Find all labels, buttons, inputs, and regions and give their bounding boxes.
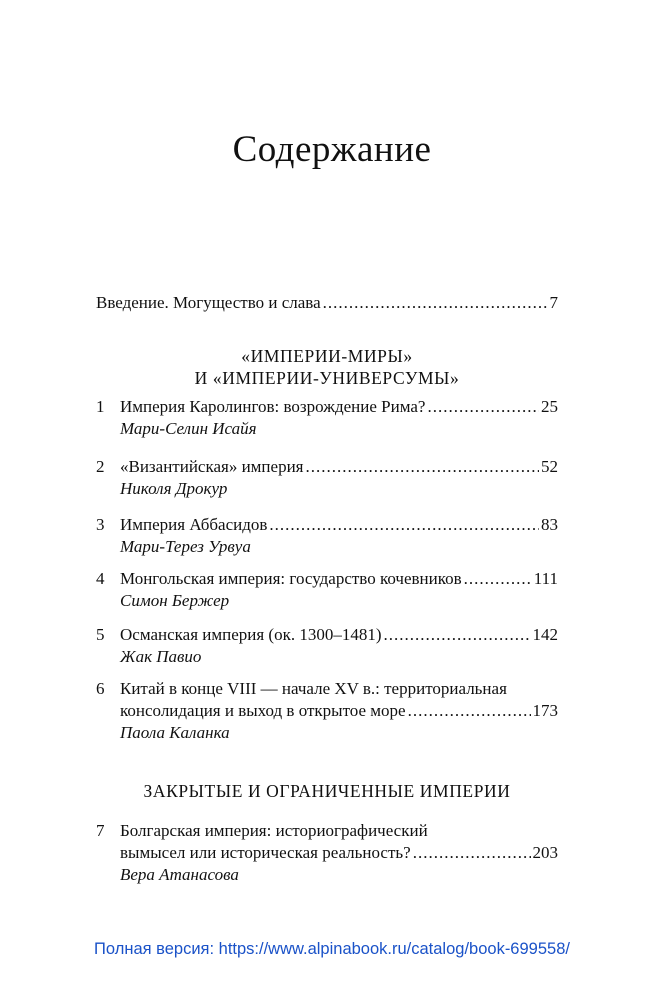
toc-entry-author: Симон Бержер <box>120 591 230 610</box>
toc-page-number: 203 <box>532 843 558 862</box>
toc-entry-author: Паола Каланка <box>120 723 230 742</box>
toc-page-number: 52 <box>541 457 558 476</box>
toc-entry[interactable] <box>96 396 558 440</box>
toc-entry[interactable] <box>96 514 558 558</box>
dot-leader <box>269 514 539 536</box>
toc-entry[interactable] <box>96 624 558 668</box>
toc-entry-number: 1 <box>96 397 105 416</box>
toc-entry-number: 2 <box>96 457 105 476</box>
dot-leader <box>408 700 531 722</box>
section-heading-line: И «ИМПЕРИИ-УНИВЕРСУМЫ» <box>194 368 460 388</box>
dot-leader <box>323 292 548 314</box>
toc-entry-title: Империя Каролингов: возрождение Рима? <box>120 397 426 416</box>
toc-entry-number: 3 <box>96 515 105 534</box>
page-title: Содержание <box>232 129 432 170</box>
dot-leader <box>306 456 540 478</box>
toc-entry-author: Мари-Терез Урвуа <box>120 537 251 556</box>
toc-entry-title: «Византийская» империя <box>120 457 304 476</box>
toc-entry[interactable] <box>96 456 558 500</box>
toc-entry-title: Империя Аббасидов <box>120 515 268 534</box>
toc-entry-number: 6 <box>96 679 105 698</box>
toc-page-number: 173 <box>532 701 558 720</box>
toc-entry-author: Жак Павио <box>120 647 202 666</box>
toc-entry[interactable] <box>96 820 558 886</box>
toc-entry-title-cont: вымысел или историческая реальность? <box>120 843 411 862</box>
toc-entry-title: Введение. Могущество и слава <box>96 293 321 312</box>
section-heading <box>96 345 558 389</box>
toc-entry-title: Монгольская империя: государство кочевников <box>120 569 462 588</box>
dot-leader <box>413 842 531 864</box>
toc-entry-number: 7 <box>96 821 105 840</box>
section-heading-line: «ИМПЕРИИ-МИРЫ» <box>241 346 413 366</box>
dot-leader <box>464 568 532 590</box>
toc-page-number: 83 <box>541 515 558 534</box>
toc-entry-number: 4 <box>96 569 105 588</box>
dot-leader <box>384 624 531 646</box>
toc-entry-title: Османская империя (ок. 1300–1481) <box>120 625 382 644</box>
toc-page-number: 142 <box>532 625 558 644</box>
toc-entry-title: Болгарская империя: историографический <box>120 821 428 840</box>
toc-entry-author: Мари-Селин Исайя <box>120 419 257 438</box>
toc-entry-author: Вера Атанасова <box>120 865 239 884</box>
dot-leader <box>427 396 539 418</box>
section-heading-line: ЗАКРЫТЫЕ И ОГРАНИЧЕННЫЕ ИМПЕРИИ <box>143 781 511 801</box>
toc-page-number: 25 <box>541 397 558 416</box>
toc-page-number: 111 <box>533 569 558 588</box>
toc-entry-number: 5 <box>96 625 105 644</box>
toc-entry[interactable] <box>96 568 558 612</box>
toc-entry-author: Николя Дрокур <box>120 479 228 498</box>
toc-entry-title-cont: консолидация и выход в открытое море <box>120 701 406 720</box>
section-heading <box>96 780 558 802</box>
full-version-link[interactable]: Полная версия: https://www.alpinabook.ru/catalog/book-699558/ <box>94 940 570 958</box>
toc-intro[interactable] <box>96 292 558 314</box>
toc-entry-title: Китай в конце VIII — начале XV в.: территориальная <box>120 679 507 698</box>
toc-entry[interactable] <box>96 678 558 744</box>
toc-page-number: 7 <box>549 293 558 312</box>
